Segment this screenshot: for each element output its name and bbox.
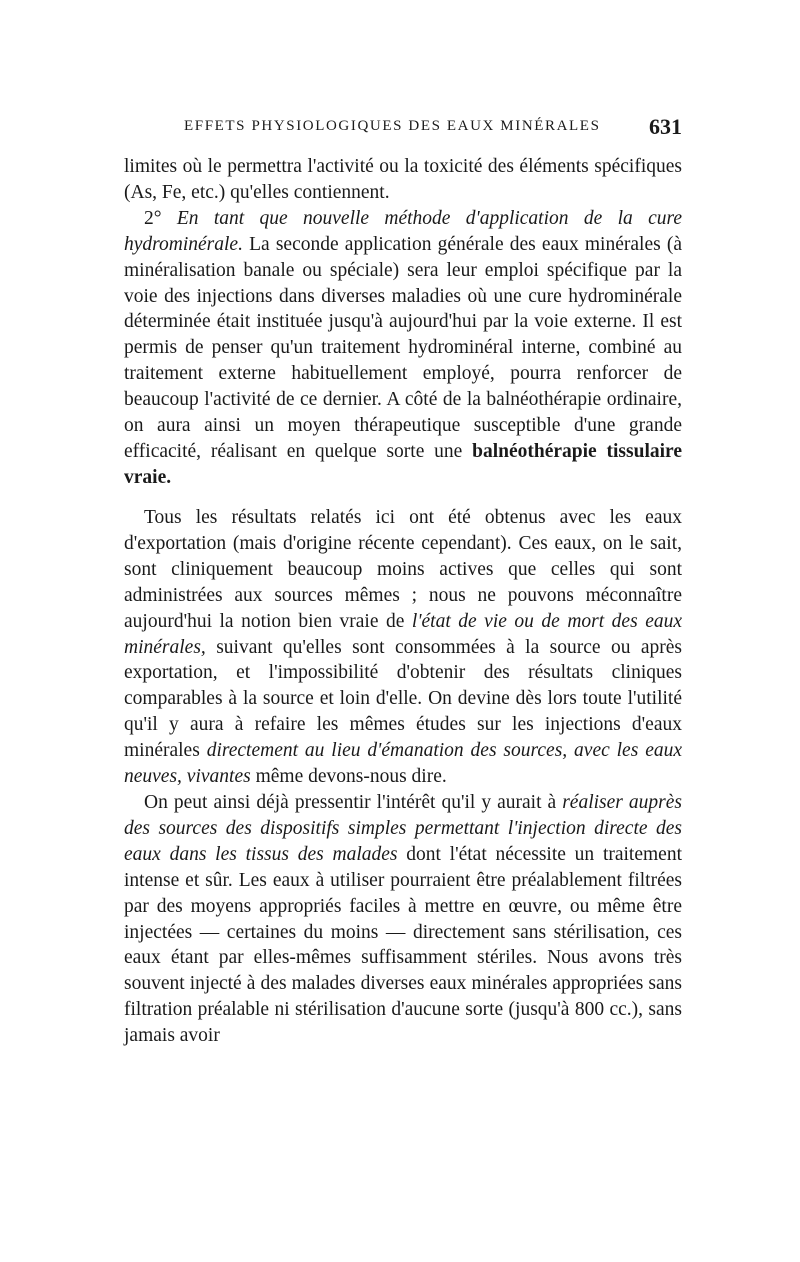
paragraph-3-text-c: même devons-nous dire. [255, 766, 447, 788]
section-heading: En tant que nouvelle méthode d'application de la cure hydrominérale. [124, 207, 682, 255]
paragraph-1 [124, 154, 682, 206]
paragraph-2-text: La seconde application générale des eaux minérales (à minéralisation banale ou spéciale) sera leur emploi spécifique par la voie des injections dans diverses maladies où une cure hydrominérale déterminée était instituée jusqu'à aujourd'hui par la voie externe. Il est permis de penser qu'un traitement hydrominéral interne, combiné au traitement externe habituellement employé, pourra renforcer de beaucoup l'activité de ce dernier. A côté de la balnéothérapie ordinaire, on aura ainsi un moyen thérapeutique susceptible d'une grande efficacité, réalisant en quelque sorte une [124, 233, 682, 462]
paragraph-4 [124, 790, 682, 1049]
paragraph-2 [124, 206, 682, 491]
paragraph-3-italic-b: directement au lieu d'émanation des sources, avec les eaux neuves, vivantes [124, 740, 682, 788]
paragraph-3-italic-a: l'état de vie ou de mort des eaux minérales, [124, 610, 682, 658]
paragraph-4-text-b: dont l'état nécessite un traitement intense et sûr. Les eaux à utiliser pourraient être préalablement filtrées par des moyens appropriés faciles à mettre en œuvre, ou même être injectées — certaines du moins — directement sans stérilisation, ces eaux étant par elles-mêmes suffisamment stériles. Nous avons très souvent injecté à des malades diverses eaux minérales appropriées sans filtration préalable ni stérilisation d'aucune sorte (jusqu'à 800 cc.), sans jamais avoir [124, 843, 682, 1047]
paragraph-4-italic-a: réaliser auprès des sources des dispositifs simples permettant l'injection directe des eaux dans les tissus des malades [124, 791, 682, 865]
paragraph-1-text: limites où le permettra l'activité ou la toxicité des éléments spécifiques (As, Fe, etc.) qu'elles contiennent. [124, 156, 682, 203]
section-number: 2° [144, 207, 162, 229]
paragraph-3-text-a: Tous les résultats relatés ici ont été obtenus avec les eaux d'exportation (mais d'origine récente cependant). Ces eaux, on le sait, sont cliniquement beaucoup moins actives que celles qui sont administrées aux sources mêmes ; nous ne pouvons méconnaître aujourd'hui la notion bien vraie de [124, 507, 682, 632]
running-head [124, 114, 682, 142]
paragraph-4-text-a: On peut ainsi déjà pressentir l'intérêt qu'il y aurait à [144, 791, 557, 813]
paragraph-2-bold-phrase: balnéothérapie tissulaire vraie. [124, 440, 682, 488]
paragraph-3 [124, 505, 682, 790]
running-head-title: EFFETS PHYSIOLOGIQUES DES EAUX MINÉRALES [184, 118, 601, 134]
text-block-upper [124, 154, 682, 491]
paragraph-3-text-b: suivant qu'elles sont consommées à la source ou après exportation, et l'impossibilité d'obtenir des résultats cliniques comparables à la source et loin d'elle. On devine dès lors toute l'utilité qu'il y aura à refaire les mêmes études sur les injections d'eaux minérales [124, 636, 682, 762]
page-number: 631 [649, 114, 682, 139]
text-block-lower [124, 505, 682, 1049]
